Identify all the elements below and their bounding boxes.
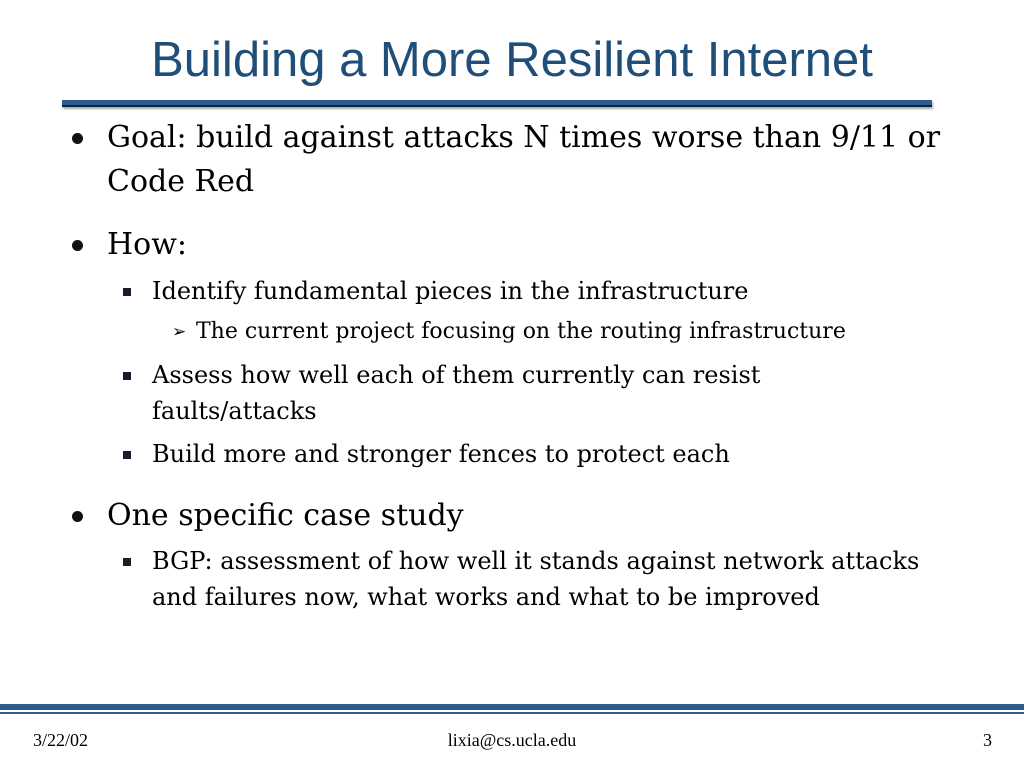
slide-title: Building a More Resilient Internet <box>151 33 873 87</box>
sub-bullet-assess-line2: faults/attacks <box>152 397 317 425</box>
bullet-goal-line1: Goal: build against attacks N times worse than 9/11 or <box>107 120 941 155</box>
arrow-bullet-icon: ➢ <box>172 322 187 342</box>
footer-email: lixia@cs.ucla.edu <box>447 730 577 750</box>
footer-divider-thick <box>0 704 1024 710</box>
bullet-square-icon <box>123 288 131 296</box>
sub-bullet-identify: Identify fundamental pieces in the infrastructure <box>152 277 749 305</box>
sub-bullet-bgp-line1: BGP: assessment of how well it stands against network attacks <box>152 547 920 575</box>
sub-bullet-assess-line1: Assess how well each of them currently can resist <box>152 361 761 389</box>
bullet-goal-line2: Code Red <box>107 164 255 199</box>
sub-bullet-build: Build more and stronger fences to protect each <box>152 440 730 468</box>
footer-date: 3/22/02 <box>33 730 89 750</box>
bullet-case-study: One specific case study <box>107 498 464 533</box>
footer-divider-thin <box>0 712 1024 714</box>
sub-bullet-bgp-line2: and failures now, what works and what to be improved <box>152 583 820 611</box>
bullet-square-icon <box>123 558 131 566</box>
bullet-how: How: <box>107 227 188 262</box>
bullet-dot-icon <box>72 511 83 522</box>
sub-sub-bullet-routing: The current project focusing on the routing infrastructure <box>196 319 846 344</box>
bullet-square-icon <box>123 451 131 459</box>
bullet-dot-icon <box>72 240 83 251</box>
footer-page-number: 3 <box>983 730 992 750</box>
bullet-square-icon <box>123 372 131 380</box>
bullet-dot-icon <box>72 133 83 144</box>
